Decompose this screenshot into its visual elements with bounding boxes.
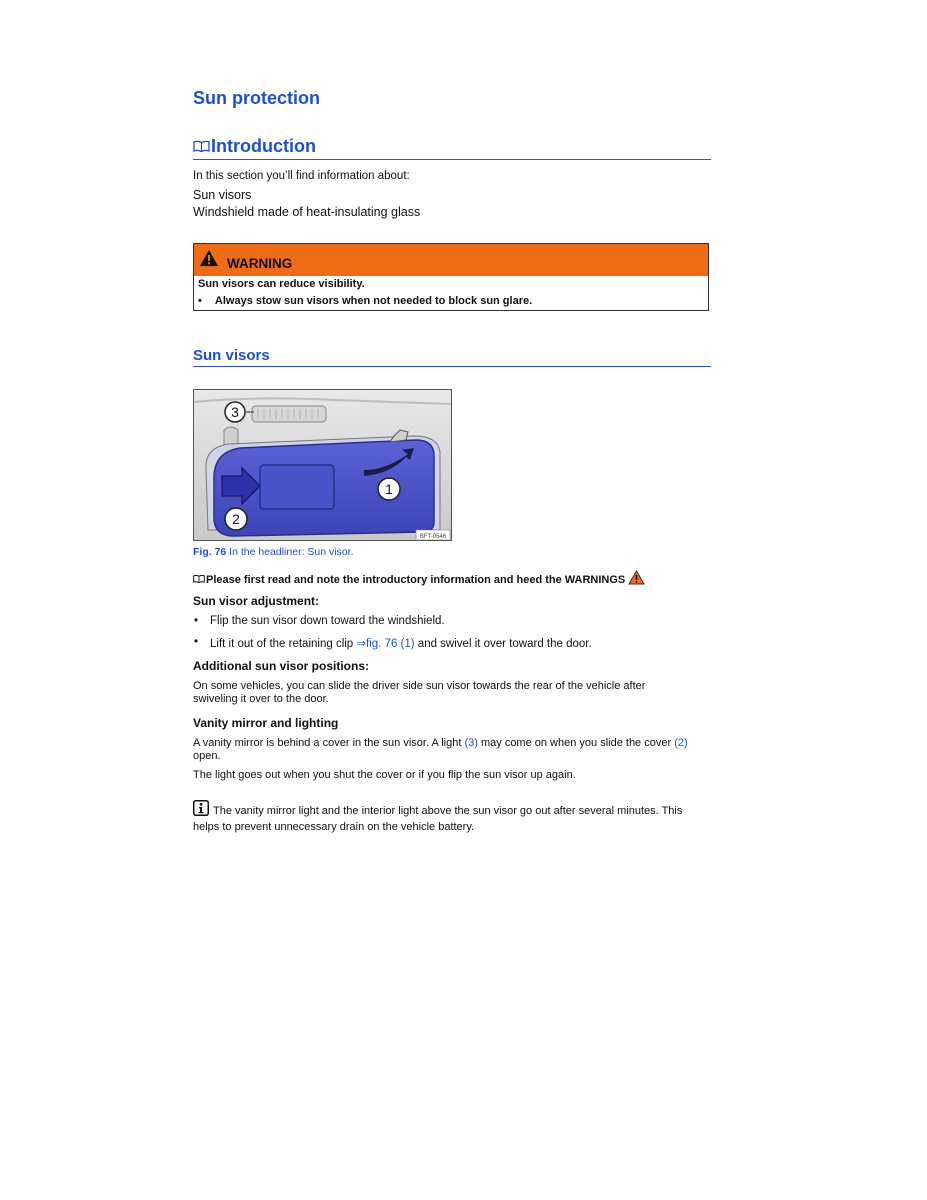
topic-sun-visors: Sun visors — [193, 188, 252, 202]
additional-heading: Additional sun visor positions: — [193, 659, 370, 673]
info-note-line-1: The vanity mirror light and the interior light above the sun visor go out after several minutes. This — [213, 805, 683, 817]
bullet-dot: • — [194, 636, 199, 648]
info-note — [193, 800, 682, 818]
ref-light-3[interactable]: (3) — [464, 737, 478, 749]
figure-link[interactable]: ⇒fig. 76 (1) — [356, 638, 415, 650]
vanity-mirror-cover — [260, 465, 334, 509]
book-icon — [193, 574, 205, 584]
intro-lead: In this section you’ll find information about: — [193, 170, 410, 182]
warning-line-2 — [198, 295, 532, 307]
bullet-dot: • — [194, 615, 199, 627]
adjust-step-2-before: Lift it out of the retaining clip — [210, 638, 357, 650]
warning-line-2-text: Always stow sun visors when not needed to block sun glare. — [214, 295, 533, 307]
adjust-step-2-after: and swivel it over toward the door. — [414, 638, 592, 650]
topic-windshield: Windshield made of heat-insulating glass — [193, 205, 421, 219]
vanity-paragraph-1-end: open. — [193, 750, 221, 762]
warning-bullet: • — [198, 295, 202, 307]
svg-text:3: 3 — [231, 404, 239, 420]
figure-caption-text: In the headliner: Sun visor. — [226, 546, 354, 558]
ref-cover-2[interactable]: (2) — [674, 737, 688, 749]
sun-visors-heading: Sun visors — [193, 347, 711, 367]
sun-visor-figure — [193, 389, 452, 541]
sun-visor-illustration — [194, 390, 451, 540]
adjustment-heading: Sun visor adjustment: — [193, 594, 320, 608]
warning-label: WARNING — [227, 256, 293, 271]
intro-heading — [193, 136, 711, 160]
info-icon — [193, 800, 209, 816]
callout-1 — [378, 478, 400, 500]
intro-heading-text: Introduction — [211, 136, 316, 156]
vanity-paragraph-1 — [193, 737, 688, 750]
figure-caption — [193, 546, 354, 558]
additional-text-2: swiveling it over to the door. — [193, 693, 329, 705]
warning-icon — [199, 249, 219, 267]
callout-2 — [225, 508, 247, 530]
figure-code: BFT-0546 — [419, 534, 447, 540]
adjust-step-1-text: Flip the sun visor down toward the windshield. — [210, 615, 445, 627]
vanity-p1-a: A vanity mirror is behind a cover in the sun visor. A light — [193, 737, 465, 749]
figure-caption-number: Fig. 76 — [193, 546, 227, 558]
vanity-p1-b: may come on when you slide the cover — [477, 737, 675, 749]
warning-line-1: Sun visors can reduce visibility. — [198, 278, 365, 290]
vanity-paragraph-2: The light goes out when you shut the cover or if you flip the sun visor up again. — [193, 769, 576, 781]
adjust-step-2-text — [210, 636, 592, 650]
svg-text:1: 1 — [385, 481, 393, 497]
read-note — [193, 570, 645, 587]
info-note-line-2: helps to prevent unnecessary drain on the vehicle battery. — [193, 821, 475, 833]
additional-text-1: On some vehicles, you can slide the driver side sun visor towards the rear of the vehicle after — [193, 680, 646, 692]
vanity-heading: Vanity mirror and lighting — [193, 716, 339, 730]
warning-triangle-icon — [628, 570, 645, 585]
warning-header — [194, 244, 708, 276]
svg-text:2: 2 — [232, 511, 240, 527]
book-icon — [193, 140, 210, 153]
read-note-text: Please first read and note the introductory information and heed the WARNINGS — [206, 574, 626, 586]
warning-box — [193, 243, 709, 311]
page-title: Sun protection — [193, 88, 320, 108]
light-cover — [252, 406, 326, 422]
